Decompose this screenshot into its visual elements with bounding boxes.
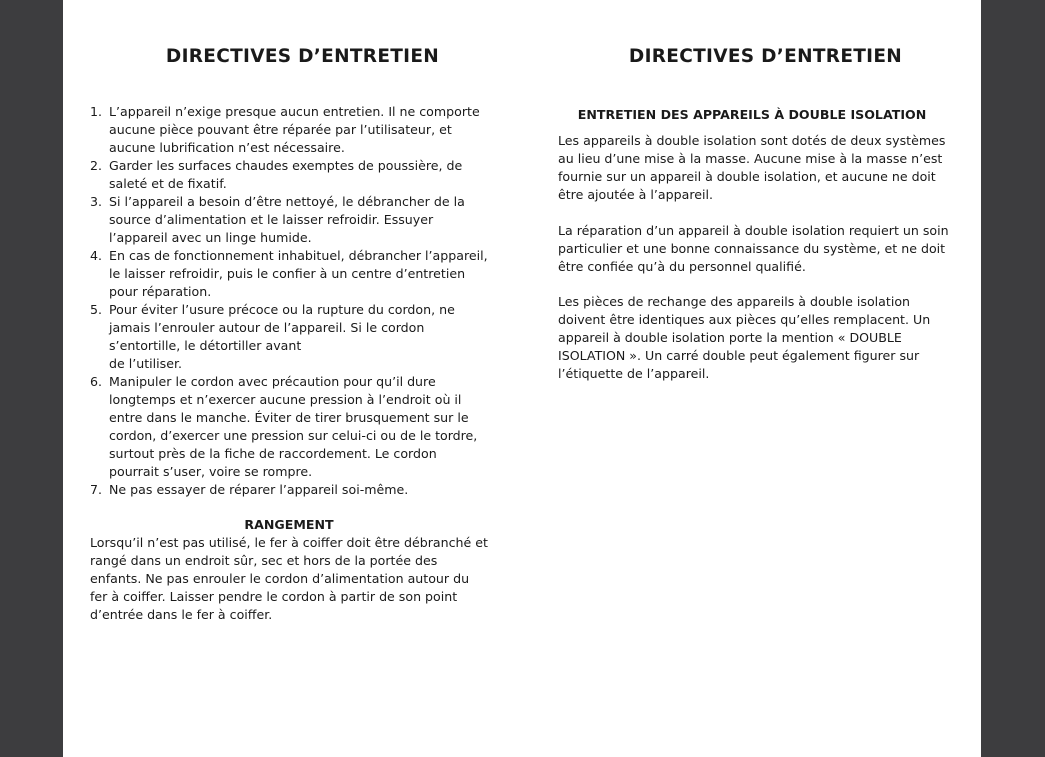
list-item: [90, 373, 490, 481]
maintenance-list: [90, 103, 490, 499]
list-item: [90, 193, 490, 247]
item-number: 4.: [90, 248, 103, 263]
item-text-continuation: de l’utiliser.: [109, 356, 182, 371]
item-number: 6.: [90, 374, 103, 389]
item-text: Garder les surfaces chaudes exemptes de poussière, de saleté et de fixatif.: [109, 158, 463, 191]
page-spread: [63, 0, 981, 757]
paragraph: La réparation d’un appareil à double isolation requiert un soin particulier et une bonne connaissance du système, et ne doit être confiée qu’à du personnel qualifié.: [558, 223, 949, 274]
item-number: 7.: [90, 482, 103, 497]
item-text: En cas de fonctionnement inhabituel, débrancher l’appareil, le laisser refroidir, puis le confier à un centre d’entretien pour réparation.: [109, 248, 488, 299]
right-page: [522, 0, 981, 757]
left-page: [63, 0, 522, 757]
item-text: Manipuler le cordon avec précaution pour qu’il dure longtemps et n’exercer aucune pression à l’endroit où il entre dans le manche. Éviter de tirer brusquement sur le cordon, d’exercer une pression sur celui-ci ou de le tordre, surtout près de la fiche de raccordement. Le cordon pourrait s’user, voire se rompre.: [109, 374, 478, 479]
page-title: DIRECTIVES D’ENTRETIEN: [628, 46, 903, 67]
paragraph: Les pièces de rechange des appareils à double isolation doivent être identiques aux pièces qu’elles remplacent. Un appareil à double isolation porte la mention « DOUBLE ISOLATION ». Un carré double peut également figurer sur l’étiquette de l’appareil.: [558, 294, 931, 381]
section-subheading: ENTRETIEN DES APPAREILS À DOUBLE ISOLATION: [577, 107, 927, 122]
storage-paragraph: Lorsqu’il n’est pas utilisé, le fer à coiffer doit être débranché et rangé dans un endroit sûr, sec et hors de la portée des enfants. Ne pas enrouler le cordon d’alimentation autour du fer à coiffer. Laisser pendre le cordon à partir de son point d’entrée dans le fer à coiffer.: [90, 535, 488, 622]
item-text: Pour éviter l’usure précoce ou la rupture du cordon, ne jamais l’enrouler autour de l’appareil. Si le cordon s’entortille, le détortiller avant: [109, 302, 455, 353]
list-item: [90, 157, 490, 193]
item-number: 5.: [90, 302, 103, 317]
list-item: [90, 103, 490, 157]
paragraph: Les appareils à double isolation sont dotés de deux systèmes au lieu d’une mise à la masse. Aucune mise à la masse n’est fournie sur un appareil à double isolation, et aucune ne doit être ajoutée à l’appareil.: [558, 133, 946, 202]
item-text: Si l’appareil a besoin d’être nettoyé, le débrancher de la source d’alimentation et le laisser refroidir. Essuyer l’appareil avec un linge humide.: [109, 194, 465, 245]
item-number: 2.: [90, 158, 103, 173]
list-item: [90, 481, 490, 499]
storage-heading: RANGEMENT: [244, 517, 334, 532]
item-text: Ne pas essayer de réparer l’appareil soi-même.: [109, 482, 409, 497]
list-item: [90, 247, 490, 301]
item-number: 1.: [90, 104, 103, 119]
item-text: L’appareil n’exige presque aucun entretien. Il ne comporte aucune pièce pouvant être réparée par l’utilisateur, et aucune lubrification n’est nécessaire.: [109, 104, 480, 155]
page-title: DIRECTIVES D’ENTRETIEN: [165, 46, 440, 67]
list-item: [90, 301, 490, 373]
item-number: 3.: [90, 194, 103, 209]
